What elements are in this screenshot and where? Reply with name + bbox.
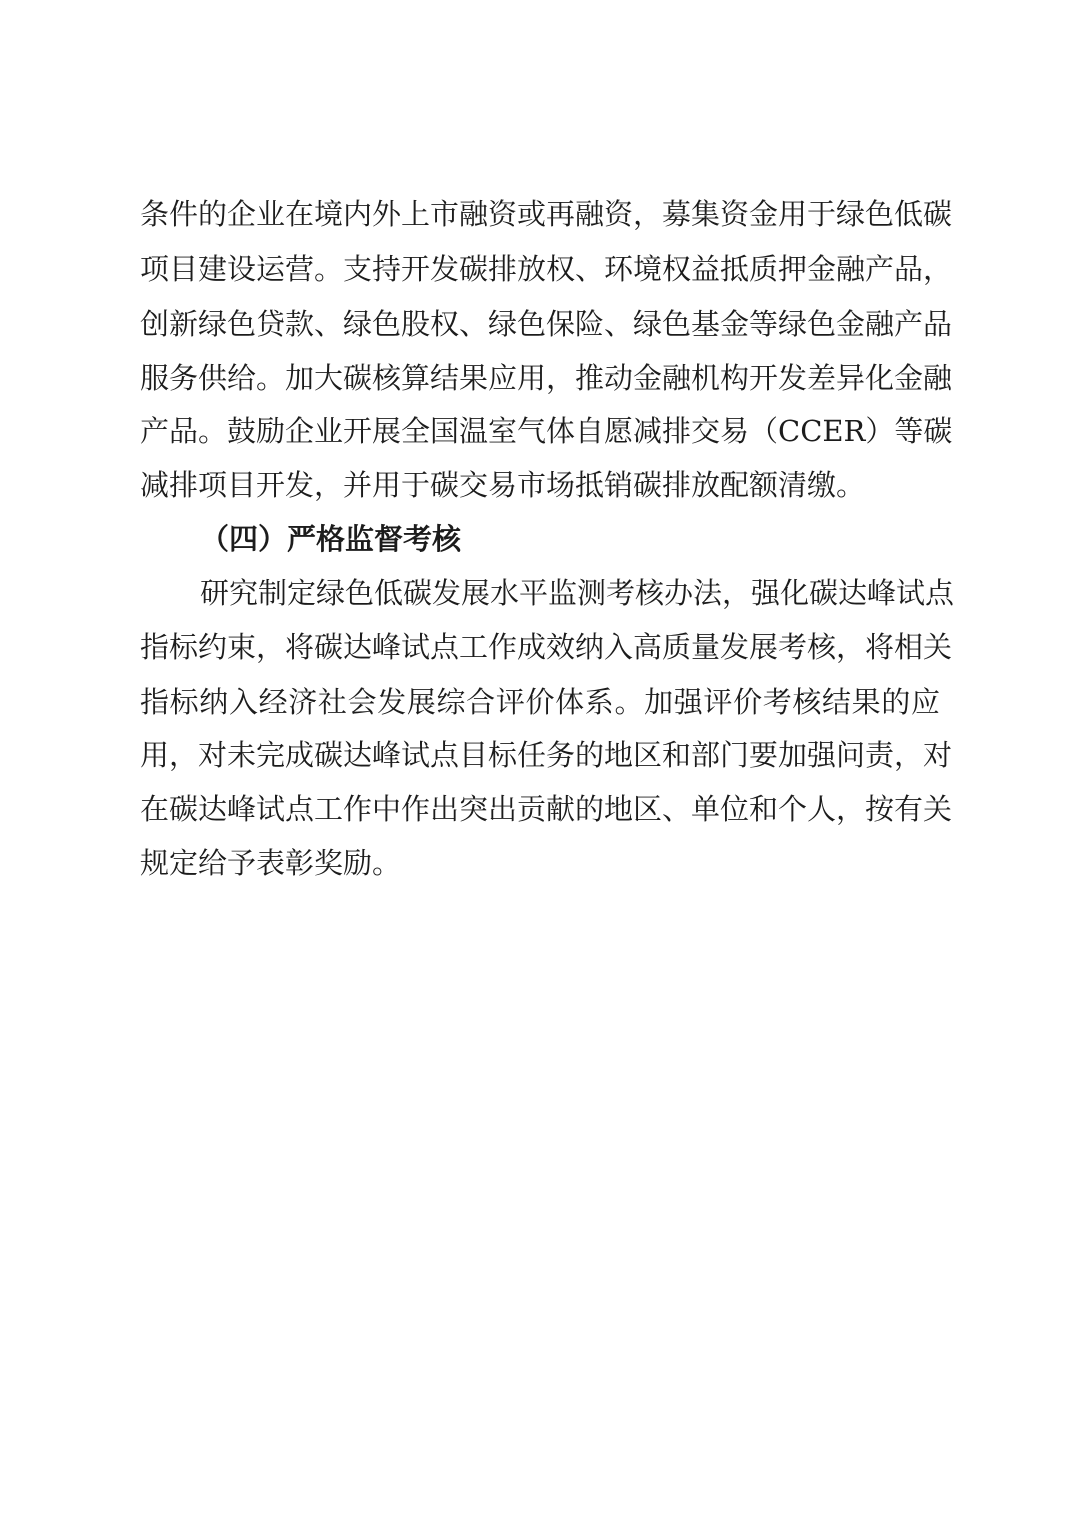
paragraph-2-line-6: 规定给予表彰奖励。 [140,846,402,880]
section-heading: （四）严格监督考核 [200,522,462,556]
paragraph-2-line-2: 指标约束，将碳达峰试点工作成效纳入高质量发展考核，将相关 [140,630,953,664]
paragraph-2-line-3: 指标纳入经济社会发展综合评价体系。加强评价考核结果的应 [140,685,940,719]
paragraph-1-line-2: 项目建设运营。支持开发碳排放权、环境权益抵质押金融产品， [140,252,953,286]
paragraph-2-line-5: 在碳达峰试点工作中作出突出贡献的地区、单位和个人，按有关 [140,792,953,826]
paragraph-2-line-1: 研究制定绿色低碳发展水平监测考核办法，强化碳达峰试点 [200,576,955,610]
paragraph-1-line-4: 服务供给。加大碳核算结果应用，推动金融机构开发差异化金融 [140,361,953,395]
paragraph-1-line-5: 产品。鼓励企业开展全国温室气体自愿减排交易（CCER）等碳 [140,414,953,448]
paragraph-1-line-3: 创新绿色贷款、绿色股权、绿色保险、绿色基金等绿色金融产品 [140,307,953,341]
paragraph-1-line-1: 条件的企业在境内外上市融资或再融资，募集资金用于绿色低碳 [140,197,953,231]
paragraph-1-line-6: 减排项目开发，并用于碳交易市场抵销碳排放配额清缴。 [140,468,866,502]
paragraph-2-line-4: 用，对未完成碳达峰试点目标任务的地区和部门要加强问责，对 [140,738,953,772]
